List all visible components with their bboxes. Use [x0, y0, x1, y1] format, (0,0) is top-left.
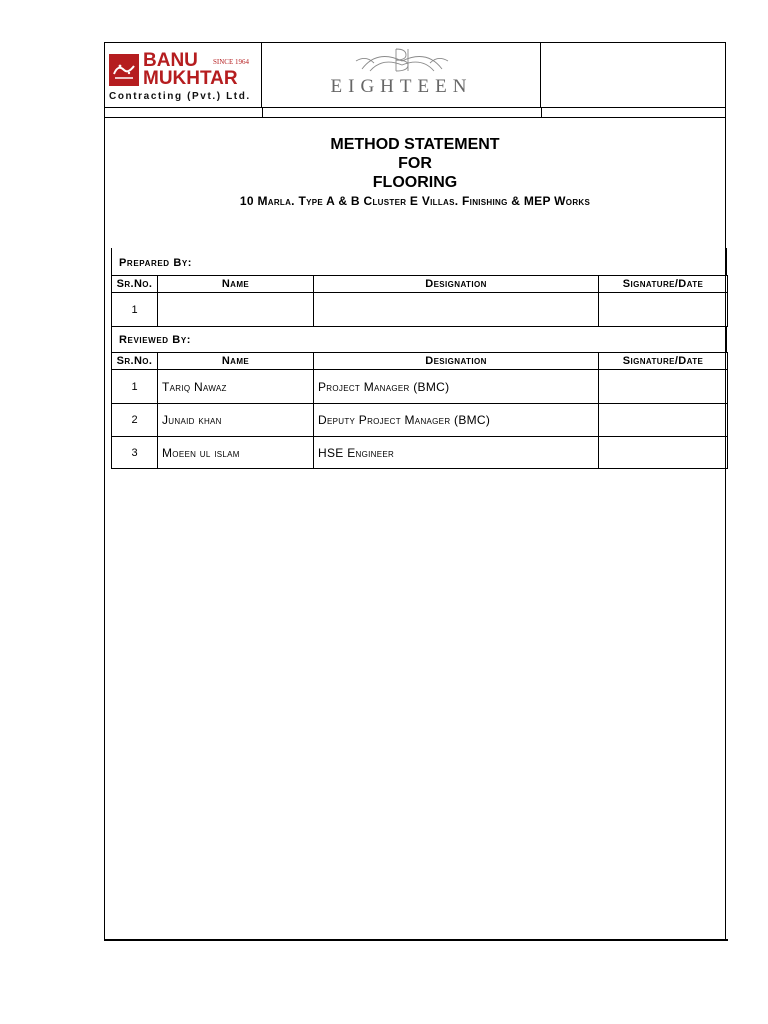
row-name: Tariq Nawaz	[158, 370, 314, 404]
company-logo-icon	[109, 54, 139, 86]
prepared-by-label: Prepared By:	[119, 257, 193, 269]
table-row	[112, 370, 728, 404]
document-title: METHOD STATEMENT	[330, 136, 500, 153]
reviewed-by-label: Reviewed By:	[119, 334, 192, 346]
col-header-designation: Designation	[314, 276, 599, 293]
row-designation: Deputy Project Manager (BMC)	[314, 404, 599, 437]
table-row	[112, 437, 728, 469]
title-block	[105, 135, 725, 210]
row-designation: HSE Engineer	[314, 437, 599, 469]
header-empty-cell	[541, 43, 725, 107]
project-description: 10 Marla. Type A & B Cluster E Villas. Finishing & MEP Works	[239, 194, 591, 208]
col-header-srno: Sr.No.	[112, 353, 158, 370]
document-title-for: FOR	[398, 155, 432, 172]
row-name: Junaid khan	[158, 404, 314, 437]
document-page	[104, 42, 726, 940]
page-bottom-rule	[104, 939, 728, 941]
prepared-by-table	[111, 275, 728, 327]
col-header-name: Name	[158, 276, 314, 293]
row-designation: Project Manager (BMC)	[314, 370, 599, 404]
row-srno: 3	[112, 437, 158, 469]
row-srno: 1	[112, 293, 158, 327]
reviewed-by-table	[111, 352, 728, 469]
row-srno: 1	[112, 370, 158, 404]
col-header-signature: Signature/Date	[599, 276, 728, 293]
table-row	[112, 404, 728, 437]
row-name	[158, 293, 314, 327]
row-signature	[599, 404, 728, 437]
company-subtitle: Contracting (Pvt.) Ltd.	[109, 91, 251, 102]
col-header-signature: Signature/Date	[599, 353, 728, 370]
logo-word-mukhtar: MUKHTAR	[143, 68, 238, 89]
logo-since-text: SINCE 1964	[213, 58, 249, 66]
row-signature	[599, 437, 728, 469]
row-srno: 2	[112, 404, 158, 437]
row-signature	[599, 370, 728, 404]
eighteen-emblem-icon	[352, 45, 452, 75]
table-header-row	[112, 353, 728, 370]
document-header	[105, 43, 725, 108]
document-subject: FLOORING	[372, 174, 458, 191]
reviewed-by-section	[111, 326, 727, 353]
partner-brand-name: EIGHTEEN	[330, 76, 473, 97]
row-designation	[314, 293, 599, 327]
col-header-designation: Designation	[314, 353, 599, 370]
col-header-srno: Sr.No.	[112, 276, 158, 293]
logo-word-banu: BANU	[143, 50, 198, 71]
table-row	[112, 293, 728, 327]
row-signature	[599, 293, 728, 327]
prepared-by-section	[111, 248, 727, 276]
company-logo-cell	[105, 43, 262, 107]
partner-brand-cell	[262, 43, 541, 107]
col-header-name: Name	[158, 353, 314, 370]
header-spacer-row	[105, 107, 725, 118]
row-name: Moeen ul islam	[158, 437, 314, 469]
table-header-row	[112, 276, 728, 293]
